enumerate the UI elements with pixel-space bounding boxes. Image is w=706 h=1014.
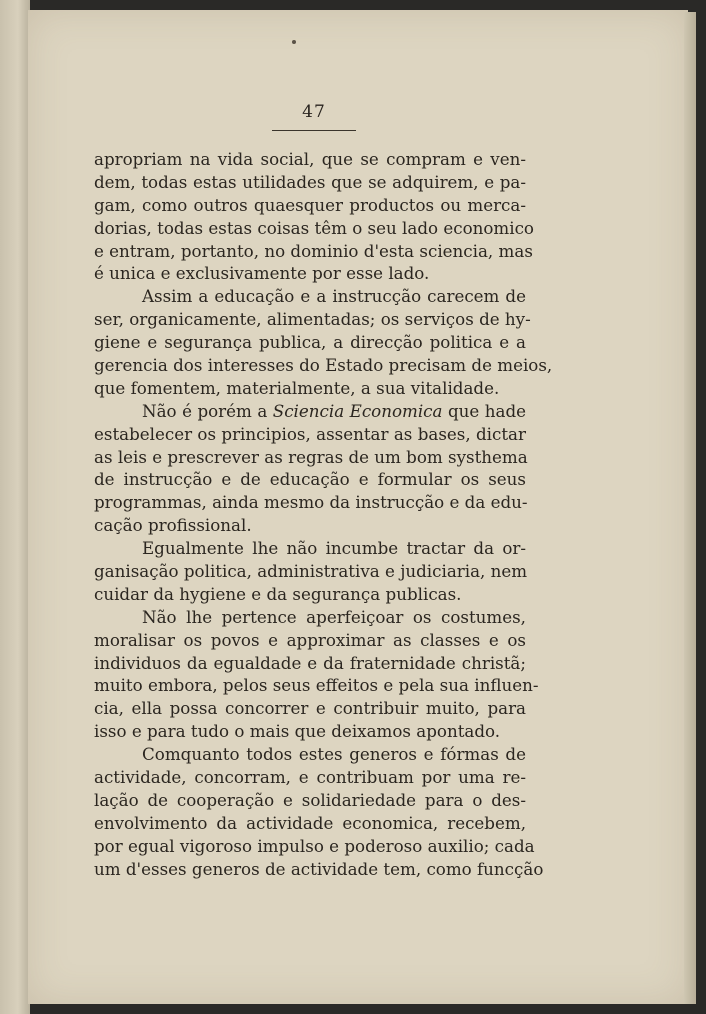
- page-right-edge: [684, 12, 696, 1004]
- text-line: ganisação politica, administrativa e judiciaria, nem: [94, 561, 528, 582]
- text-line: Não lhe pertence aperfeiçoar os costumes,: [142, 606, 526, 627]
- text-line: dem, todas estas utilidades que se adquirem, e pa-: [94, 171, 526, 192]
- text-line: que fomentem, materialmente, a sua vitalidade.: [94, 377, 500, 398]
- text-line: de instrucção e de educação e formular os seus: [94, 469, 526, 490]
- header-rule: [272, 130, 356, 131]
- text-line: programmas, ainda mesmo da instrucção e da edu-: [94, 492, 528, 513]
- text-line: cia, ella possa concorrer e contribuir muito, para: [94, 698, 526, 719]
- text-line: individuos da egualdade e da fraternidade christã;: [94, 652, 526, 673]
- left-page-edge: [0, 0, 30, 1014]
- italic-title: Sciencia Economica: [272, 400, 443, 421]
- text-line: gerencia dos interesses do Estado precisam de meios,: [94, 355, 553, 376]
- text-line: Não é porém a Sciencia Economica que hade: [142, 400, 527, 421]
- body-text: [94, 148, 553, 881]
- text-line: é unica e exclusivamente por esse lado.: [94, 263, 430, 284]
- text-line: um d'esses generos de actividade tem, como funcção: [94, 858, 544, 879]
- page-number: 47: [302, 102, 326, 122]
- text-line: gam, como outros quaesquer productos ou merca-: [94, 194, 526, 215]
- text-line: Egualmente lhe não incumbe tractar da or-: [142, 538, 526, 559]
- text-line: lação de cooperação e solidariedade para o des-: [94, 789, 526, 810]
- text-line: muito embora, pelos seus effeitos e pela sua influen-: [94, 675, 539, 696]
- text-line: Comquanto todos estes generos e fórmas de: [142, 744, 526, 765]
- text-line: estabelecer os principios, assentar as bases, dictar: [94, 423, 526, 444]
- text-line: moralisar os povos e approximar as classes e os: [94, 629, 526, 650]
- text-line: Assim a educação e a instrucção carecem de: [142, 286, 526, 307]
- text-line: dorias, todas estas coisas têm o seu lado economico: [94, 217, 534, 238]
- text-line: ser, organicamente, alimentadas; os serviços de hy-: [94, 309, 531, 330]
- text-line: as leis e prescrever as regras de um bom systhema: [94, 446, 528, 467]
- text-line: giene e segurança publica, a direcção politica e a: [94, 332, 526, 353]
- text-line: actividade, concorram, e contribuam por uma re-: [94, 767, 526, 788]
- text-line: cuidar da hygiene e da segurança publicas.: [94, 583, 462, 604]
- text-line: apropriam na vida social, que se compram e ven-: [94, 149, 526, 169]
- text-line: e entram, portanto, no dominio d'esta sciencia, mas: [94, 240, 533, 261]
- ink-spot: [292, 40, 296, 44]
- text-line: envolvimento da actividade economica, recebem,: [94, 812, 526, 833]
- text-line: cação profissional.: [94, 515, 252, 536]
- text-line: isso e para tudo o mais que deixamos apontado.: [94, 721, 501, 742]
- text-line: por egual vigoroso impulso e poderoso auxilio; cada: [94, 835, 535, 856]
